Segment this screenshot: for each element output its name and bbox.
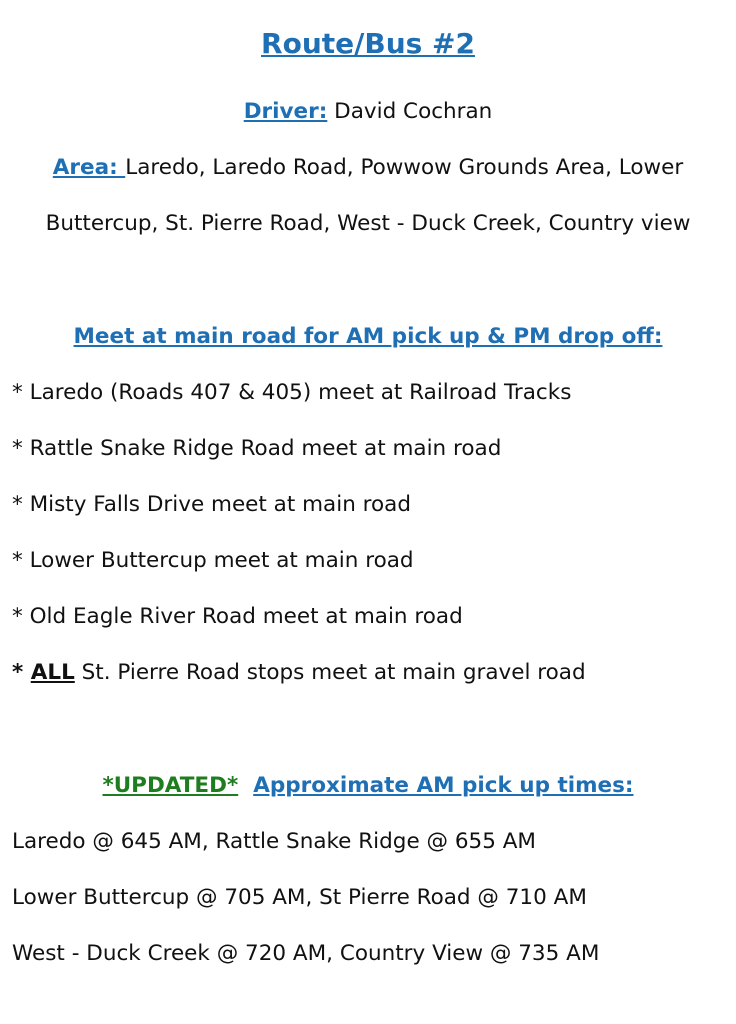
area-label: Area: [52,155,126,180]
meet-item: * Old Eagle River Road meet at main road [12,604,463,629]
times-heading-text: Approximate AM pick up times: [253,773,634,798]
meet-item: * Lower Buttercup meet at main road [12,548,414,573]
time-entry: West - Duck Creek @ 720 AM, Country View @ 735 AM [12,941,600,966]
area-line-1 [0,154,736,182]
bullet-star: * [12,660,31,685]
meet-item: * Misty Falls Drive meet at main road [12,492,411,517]
updated-label: *UPDATED* [102,773,239,798]
meet-heading: Meet at main road for AM pick up & PM drop off: [73,324,663,349]
all-item-text: St. Pierre Road stops meet at main gravel road [74,660,586,685]
route-title: Route/Bus #2 [261,27,475,60]
driver-line [0,98,736,126]
all-emphasis: ALL [30,660,75,685]
driver-name: David Cochran [327,99,493,124]
driver-label: Driver: [243,99,328,124]
area-text-1: Laredo, Laredo Road, Powwow Grounds Area, Lower [125,155,684,180]
meet-item-all [12,659,586,687]
times-heading [0,772,736,800]
time-entry: Laredo @ 645 AM, Rattle Snake Ridge @ 655 AM [12,829,536,854]
meet-item: * Laredo (Roads 407 & 405) meet at Railroad Tracks [12,380,572,405]
time-entry: Lower Buttercup @ 705 AM, St Pierre Road @ 710 AM [12,885,587,910]
meet-item: * Rattle Snake Ridge Road meet at main road [12,436,502,461]
area-line-2: Buttercup, St. Pierre Road, West - Duck Creek, Country view [45,211,691,236]
